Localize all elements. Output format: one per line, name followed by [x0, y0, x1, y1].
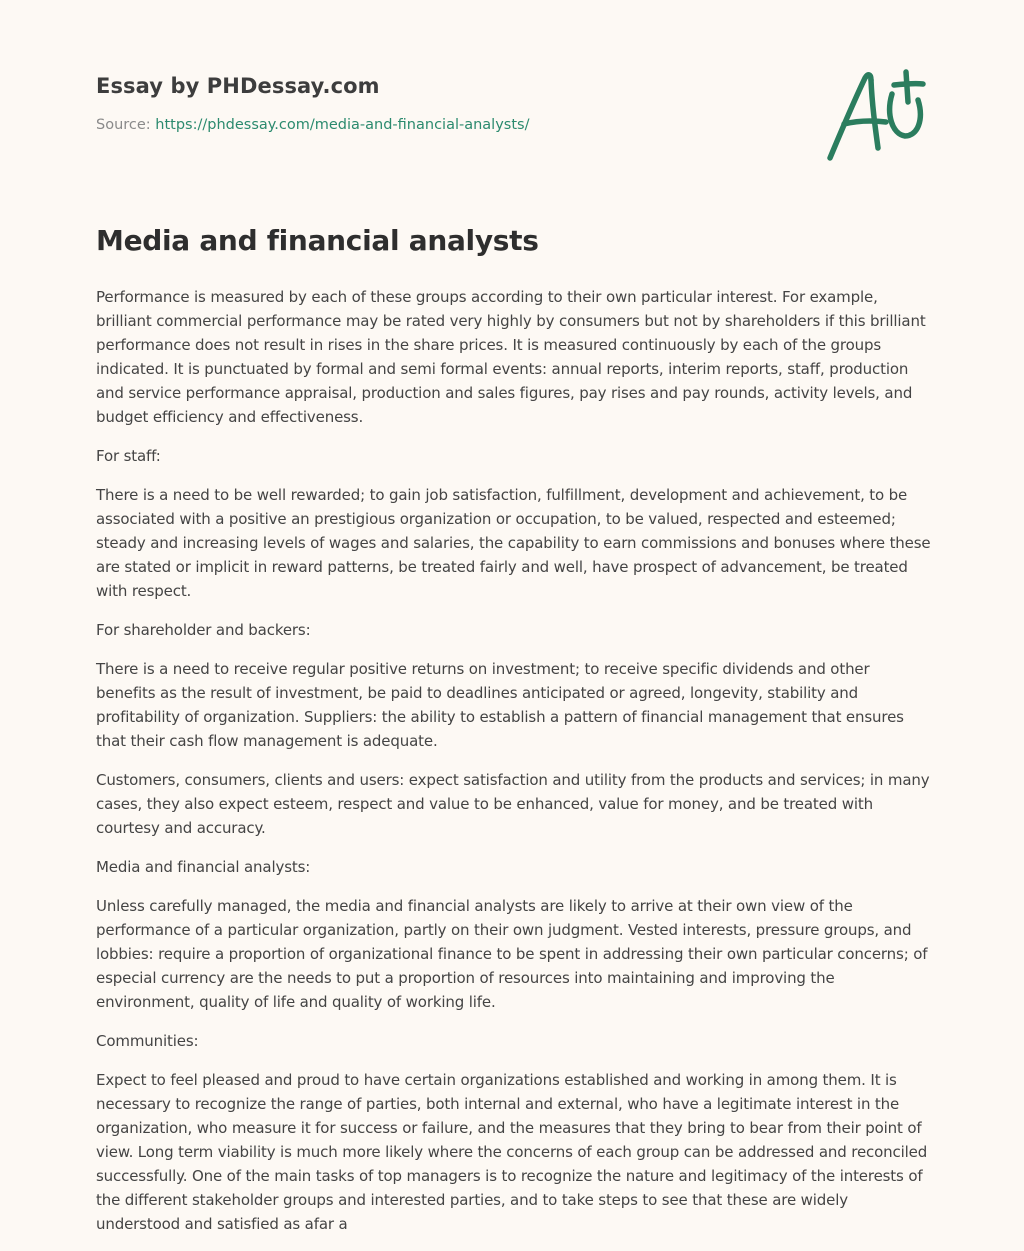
section-heading-shareholders: For shareholder and backers:: [96, 621, 311, 639]
article-paragraph: Unless carefully managed, the media and financial analysts are likely to arrive at their own view of the performance of a particular organization, partly on their own judgment. Vested interests, pressure groups, and lobbies: require a proportion of organizational finance to be spent in addressing their own particular concerns; of especial currency are the needs to put a proportion of resources into maintaining and improving the environment, quality of life and quality of working life.: [96, 897, 928, 1011]
article-paragraph: There is a need to receive regular positive returns on investment; to receive specific dividends and other benefits as the result of investment, be paid to deadlines anticipated or agreed, longevity, stability and profitability of organization. Suppliers: the ability to establish a pattern of financial management that ensures that their cash flow management is adequate.: [96, 660, 904, 750]
article-paragraph: There is a need to be well rewarded; to gain job satisfaction, fulfillment, development and achievement, to be associated with a positive an prestigious organization or occupation, to be valued, respected and esteemed; steady and increasing levels of wages and salaries, the capability to earn commissions and bonuses where these are stated or implicit in reward patterns, be treated fairly and well, have prospect of advancement, be treated with respect.: [96, 486, 931, 600]
article-paragraph: Expect to feel pleased and proud to have certain organizations established and working in among them. It is necessary to recognize the range of parties, both internal and external, who have a legitimate interest in the organization, who measure it for success or failure, and the measures that they bring to bear from their point of view. Long term viability is much more likely where the concerns of each group can be addressed and reconciled successfully. One of the main tasks of top managers is to recognize the nature and legitimacy of the interests of the different stakeholder groups and interested parties, and to take steps to see that these are widely understood and satisfied as afar a: [96, 1071, 928, 1233]
section-heading-staff: For staff:: [96, 447, 161, 465]
source-link[interactable]: https://phdessay.com/media-and-financial-analysts/: [155, 117, 530, 133]
page-header: [96, 74, 796, 133]
a-plus-grade-icon: [820, 64, 930, 164]
article-paragraph: Performance is measured by each of these groups according to their own particular interest. For example, brilliant commercial performance may be rated very highly by consumers but not by shareholders if this brilliant performance does not result in rises in the share prices. It is measured continuously by each of the groups indicated. It is punctuated by formal and semi formal events: annual reports, interim reports, staff, production and service performance appraisal, production and sales figures, pay rises and pay rounds, activity levels, and budget efficiency and effectiveness.: [96, 288, 926, 426]
source-line: [96, 117, 796, 133]
article-paragraph: Customers, consumers, clients and users: expect satisfaction and utility from the products and services; in many cases, they also expect esteem, respect and value to be enhanced, value for money, and be treated with courtesy and accuracy.: [96, 771, 930, 837]
article-title: Media and financial analysts: [96, 224, 539, 257]
section-heading-communities: Communities:: [96, 1032, 199, 1050]
site-title: Essay by PHDessay.com: [96, 74, 380, 98]
article-body: [96, 285, 932, 1251]
source-label: Source:: [96, 117, 151, 133]
section-heading-media: Media and financial analysts:: [96, 858, 311, 876]
